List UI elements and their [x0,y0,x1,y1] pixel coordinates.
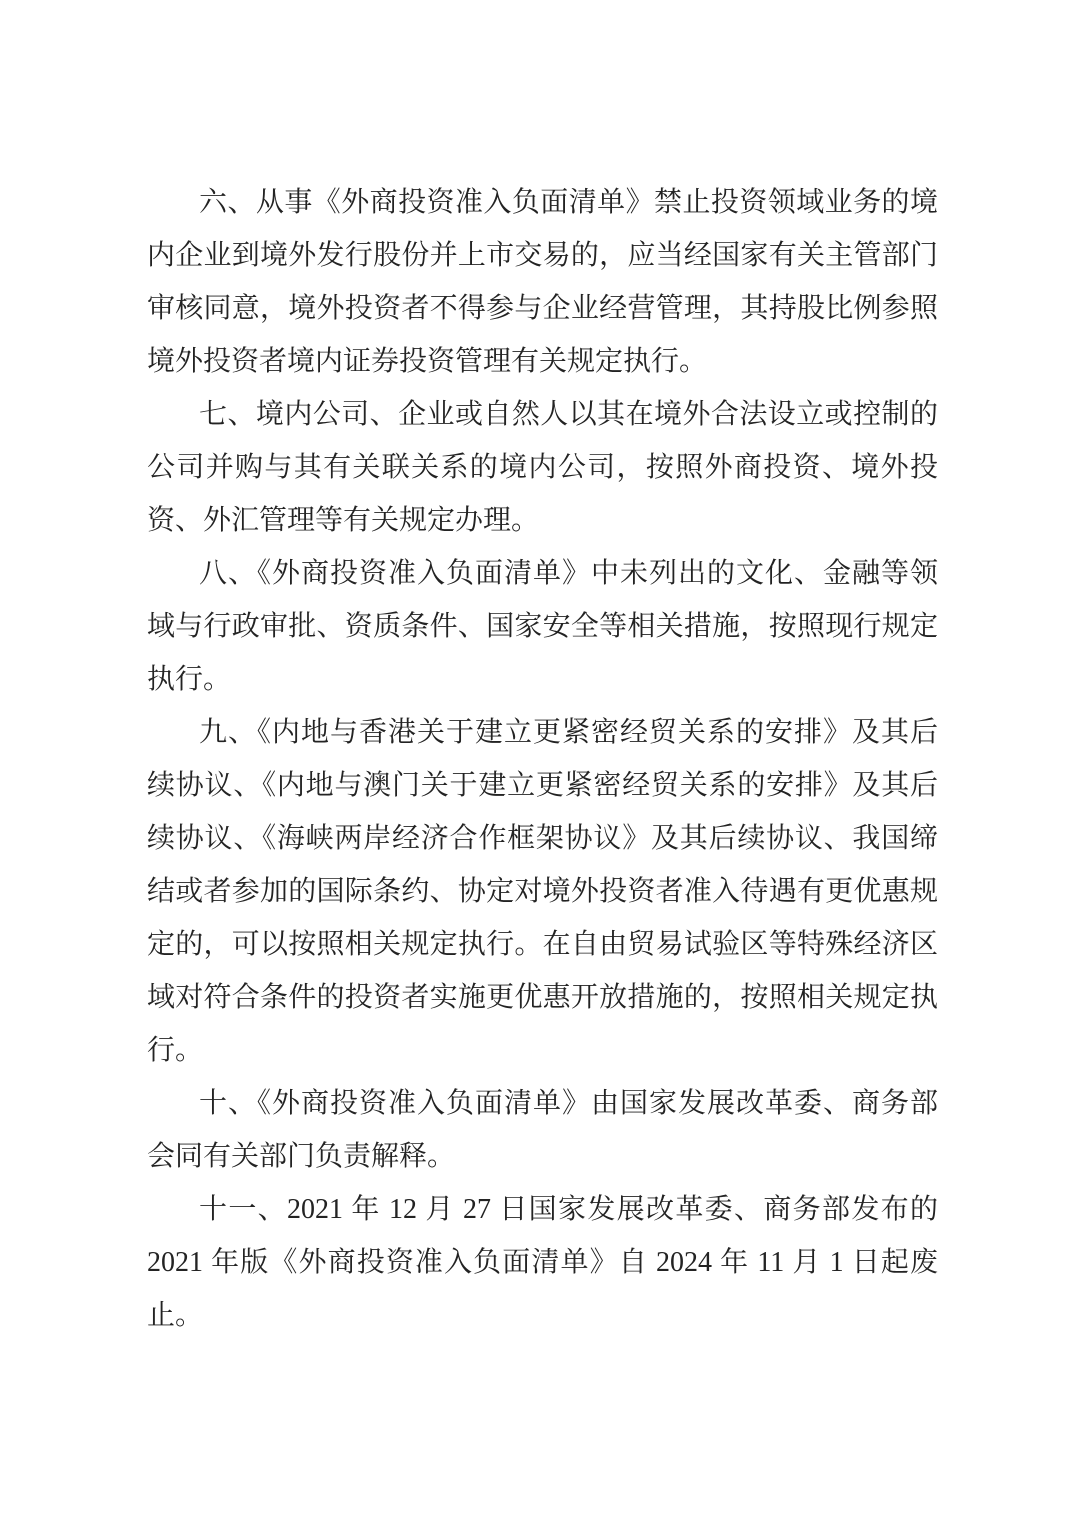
text-line: 2021 年版《外商投资准入负面清单》自 2024 年 11 月 1 日起废 [147,1247,938,1278]
paragraph-item-8 [147,547,938,706]
text-line: 域对符合条件的投资者实施更优惠开放措施的，按照相关规定执 [147,982,938,1013]
text-line: 十一、2021 年 12 月 27 日国家发展改革委、商务部发布的 [199,1194,938,1225]
text-block [147,176,938,1342]
text-line: 结或者参加的国际条约、协定对境外投资者准入待遇有更优惠规 [147,876,938,907]
paragraph-item-7 [147,388,938,547]
text-line: 审核同意，境外投资者不得参与企业经营管理，其持股比例参照 [147,293,938,324]
paragraph-item-9 [147,706,938,1077]
text-line: 资、外汇管理等有关规定办理。 [147,505,540,536]
text-line: 定的，可以按照相关规定执行。在自由贸易试验区等特殊经济区 [147,929,938,960]
text-line: 行。 [147,1035,204,1066]
text-line: 续协议、《内地与澳门关于建立更紧密经贸关系的安排》及其后 [147,770,938,801]
text-line: 境外投资者境内证券投资管理有关规定执行。 [147,346,708,377]
text-line: 域与行政审批、资质条件、国家安全等相关措施，按照现行规定 [147,611,938,642]
text-line: 续协议、《海峡两岸经济合作框架协议》及其后续协议、我国缔 [147,823,938,854]
text-line: 八、《外商投资准入负面清单》中未列出的文化、金融等领 [199,558,938,589]
text-line: 六、从事《外商投资准入负面清单》禁止投资领域业务的境 [199,187,938,218]
text-line: 十、《外商投资准入负面清单》由国家发展改革委、商务部 [199,1088,938,1119]
paragraph-item-6 [147,176,938,388]
text-line: 九、《内地与香港关于建立更紧密经贸关系的安排》及其后 [199,717,938,748]
text-line: 七、境内公司、企业或自然人以其在境外合法设立或控制的 [199,399,938,430]
text-line: 执行。 [147,664,232,695]
text-line: 公司并购与其有关联关系的境内公司，按照外商投资、境外投 [147,452,938,483]
paragraph-item-11 [147,1183,938,1342]
text-line: 内企业到境外发行股份并上市交易的，应当经国家有关主管部门 [147,240,938,271]
text-line: 会同有关部门负责解释。 [147,1141,456,1172]
paragraph-item-10 [147,1077,938,1183]
text-line: 止。 [147,1300,204,1331]
